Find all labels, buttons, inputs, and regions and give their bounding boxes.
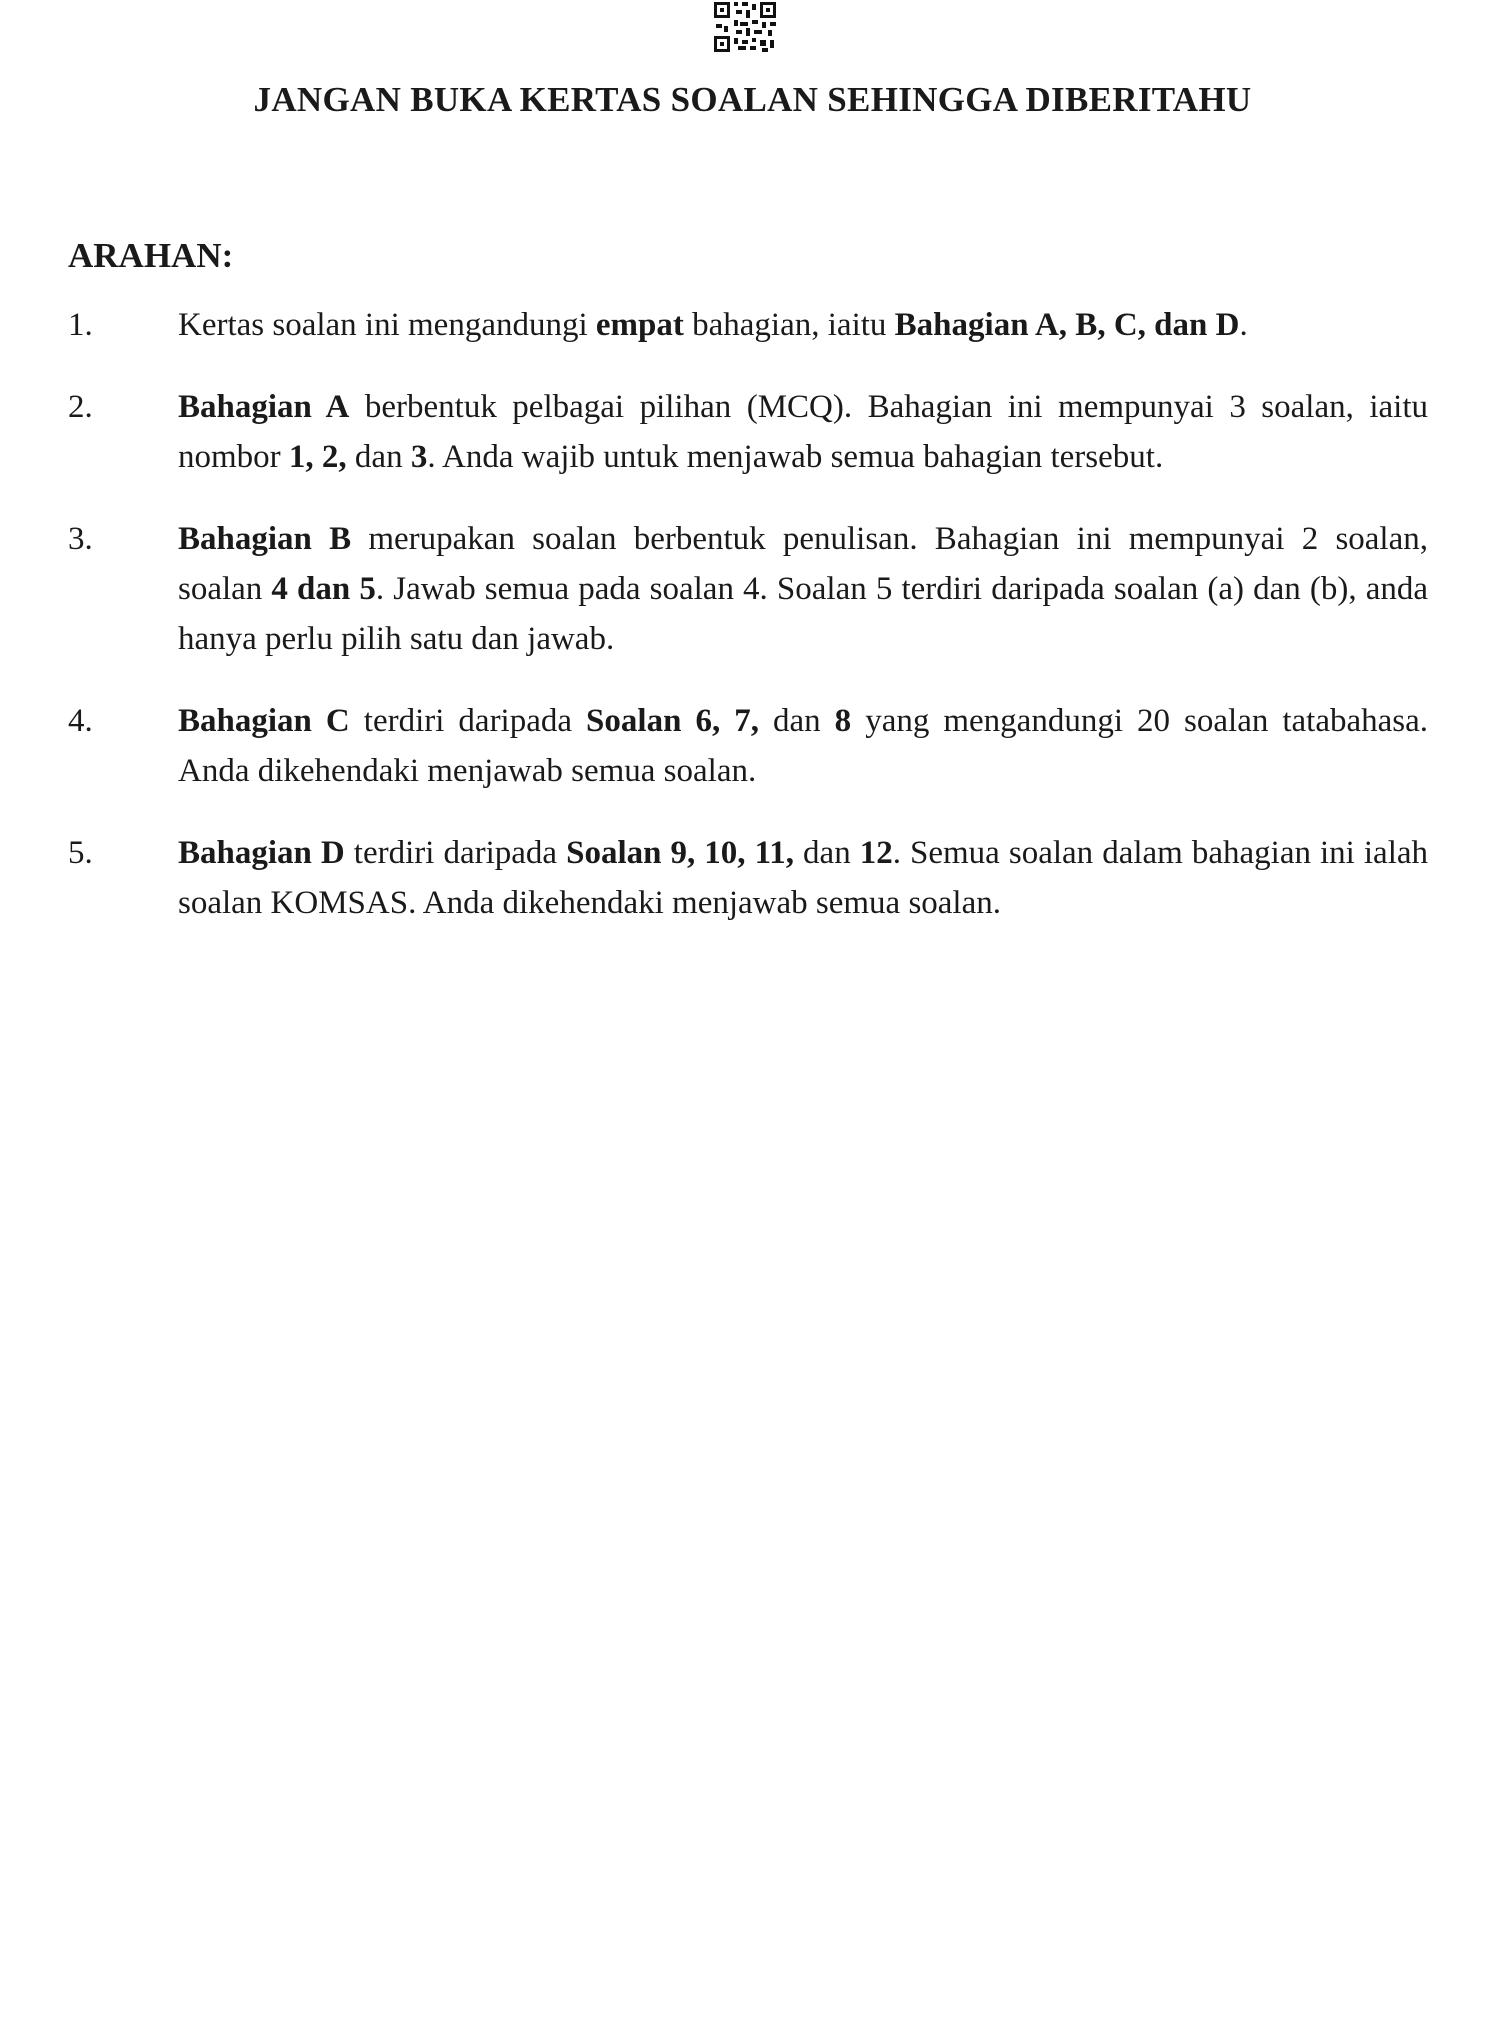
instruction-plain-text: . Anda wajib untuk menjawab semua bahagian tersebut. xyxy=(427,439,1164,475)
instruction-bold-text: 12 xyxy=(859,835,893,871)
instruction-text xyxy=(178,382,1428,482)
instruction-item xyxy=(68,696,1428,796)
instruction-bold-text: empat xyxy=(595,307,684,343)
instruction-plain-text: . xyxy=(1239,307,1248,343)
instruction-plain-text: merupakan soalan berbentuk penulisan. Bahagian ini mempunyai 2 soalan, soalan xyxy=(178,521,1428,607)
instructions-heading: ARAHAN: xyxy=(68,236,234,275)
instruction-plain-text: yang mengandungi 20 soalan tatabahasa. Anda dikehendaki menjawab semua soalan. xyxy=(178,703,1429,789)
instruction-plain-text: bahagian, iaitu xyxy=(683,307,895,343)
instruction-item xyxy=(68,300,1428,350)
instruction-list xyxy=(68,300,1428,960)
instruction-plain-text: Kertas soalan ini mengandungi xyxy=(178,307,596,343)
instruction-plain-text: dan xyxy=(346,439,411,475)
instruction-bold-text: Bahagian A xyxy=(178,389,350,425)
instruction-plain-text: terdiri daripada xyxy=(349,703,587,739)
instruction-plain-text: . Jawab semua pada soalan 4. Soalan 5 terdiri daripada soalan (a) dan (b), anda hanya perlu pilih satu dan jawab. xyxy=(178,571,1428,657)
instruction-bold-text: Bahagian B xyxy=(178,521,352,557)
instruction-text xyxy=(178,696,1428,796)
instruction-plain-text: dan xyxy=(794,835,860,871)
instruction-bold-text: Bahagian D xyxy=(178,835,345,871)
instruction-bold-text: Bahagian A, B, C, dan D xyxy=(894,307,1240,343)
page-title: JANGAN BUKA KERTAS SOALAN SEHINGGA DIBERITAHU xyxy=(253,80,1252,119)
qr-code-icon xyxy=(712,0,778,54)
instruction-item xyxy=(68,514,1428,664)
instruction-number: 2. xyxy=(68,389,93,425)
instruction-bold-text: 1, 2, xyxy=(288,439,347,475)
instruction-number: 1. xyxy=(68,307,93,343)
instruction-text xyxy=(178,300,1428,350)
instruction-plain-text: terdiri daripada xyxy=(344,835,567,871)
instruction-bold-text: Soalan 6, 7, xyxy=(586,703,759,739)
instruction-plain-text: . Semua soalan dalam bahagian ini ialah soalan KOMSAS. Anda dikehendaki menjawab semua soalan. xyxy=(178,835,1429,921)
instruction-item xyxy=(68,828,1428,928)
instruction-number: 4. xyxy=(68,703,93,739)
instruction-bold-text: Soalan 9, 10, 11, xyxy=(566,835,795,871)
instruction-bold-text: Bahagian C xyxy=(178,703,350,739)
instruction-bold-text: 8 xyxy=(834,703,852,739)
instruction-text xyxy=(178,828,1428,928)
instruction-number: 3. xyxy=(68,521,93,557)
instruction-bold-text: 3 xyxy=(410,439,428,475)
instruction-plain-text: dan xyxy=(758,703,835,739)
instruction-plain-text: berbentuk pelbagai pilihan (MCQ). Bahagian ini mempunyai 3 soalan, iaitu nombor xyxy=(178,389,1428,475)
instruction-bold-text: 4 dan 5 xyxy=(271,571,376,607)
instruction-text xyxy=(178,514,1428,664)
instruction-number: 5. xyxy=(68,835,93,871)
instruction-item xyxy=(68,382,1428,482)
